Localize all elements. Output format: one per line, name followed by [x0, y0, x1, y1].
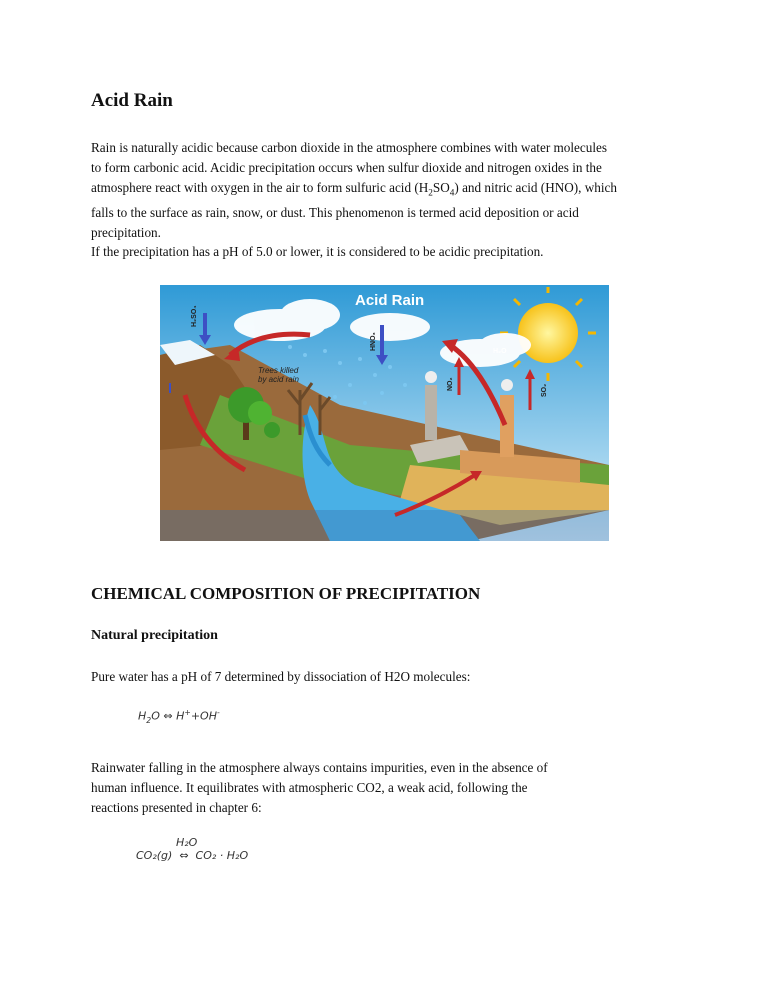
no2-label: NO₂ — [447, 377, 454, 391]
eq2-main: CO₂(g) ⇔ CO₂ · H₂O — [136, 849, 249, 862]
trees-label: Trees killed by acid rain — [258, 366, 299, 384]
rainwater-line: Rainwater falling in the atmosphere always contains impurities, even in the absence of — [91, 760, 548, 775]
h2so4-label: H₂SO₄ — [191, 305, 198, 327]
intro-line: to form carbonic acid. Acidic precipitation occurs when sulfur dioxide and nitrogen oxides in the — [91, 160, 602, 175]
subheading: Natural precipitation — [91, 628, 218, 643]
acid-rain-svg — [160, 285, 609, 541]
acid-rain-illustration — [160, 285, 609, 541]
rainwater-line: human influence. It equilibrates with atmospheric CO2, a weak acid, following the — [91, 780, 528, 795]
hno3-label: HNO₃ — [370, 332, 377, 351]
intro-line: Rain is naturally acidic because carbon dioxide in the atmosphere combines with water molecules — [91, 140, 607, 155]
section-heading: CHEMICAL COMPOSITION OF PRECIPITATION — [91, 584, 481, 603]
co2-equilibrium-equation — [136, 836, 248, 862]
h2o-label: H₂O — [493, 348, 507, 355]
rainwater-line: reactions presented in chapter 6: — [91, 800, 262, 815]
intro-line: falls to the surface as rain, snow, or dust. This phenomenon is termed acid deposition or acid — [91, 204, 579, 220]
eq2-over: H₂O — [176, 836, 198, 849]
page-title: Acid Rain — [91, 90, 173, 111]
so2-label: SO₂ — [541, 383, 548, 397]
intro-line: atmosphere react with oxygen in the air to form sulfuric acid $(H_2SO_4)$ and nitric acid (HNO), which — [91, 180, 617, 198]
intro-line: precipitation. — [91, 224, 161, 240]
pure-water-paragraph: Pure water has a pH of 7 determined by dissociation of H2O molecules: — [91, 669, 471, 684]
intro-paragraph — [91, 138, 679, 243]
water-dissociation-equation: $H_2O$ ⇔ H++OH- — [138, 708, 220, 725]
rainwater-paragraph — [91, 758, 636, 818]
figure-title: Acid Rain — [355, 292, 425, 309]
ph-note: If the precipitation has a pH of 5.0 or lower, it is considered to be acidic precipitation. — [91, 244, 544, 259]
